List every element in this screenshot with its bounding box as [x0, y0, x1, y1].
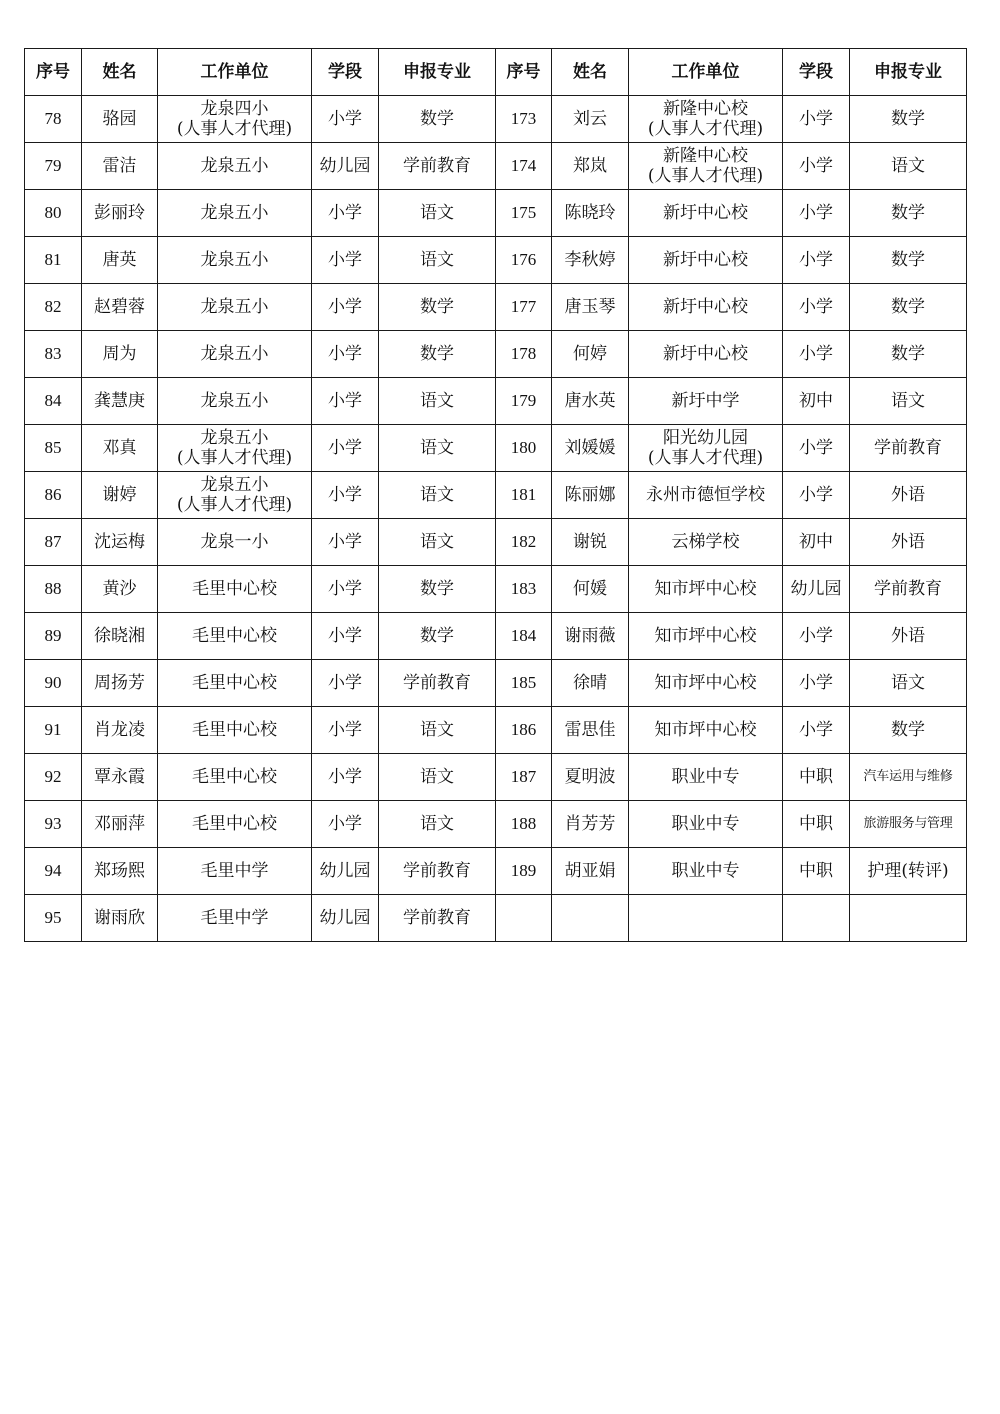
table-row [25, 848, 967, 895]
serial-cell: 91 [25, 707, 82, 754]
name-cell: 谢锐 [552, 519, 629, 566]
work-unit-cell [629, 754, 783, 801]
major-cell: 外语 [850, 519, 967, 566]
work-unit-line: 知市坪中心校 [654, 720, 757, 740]
table-row [25, 378, 967, 425]
header-major: 申报专业 [379, 49, 496, 96]
work-unit-line: 毛里中心校 [192, 814, 277, 834]
serial-cell: 180 [496, 425, 552, 472]
major-cell: 语文 [850, 378, 967, 425]
work-unit-line: (人事人才代理) [176, 495, 293, 515]
serial-cell: 81 [25, 237, 82, 284]
major-cell: 数学 [850, 284, 967, 331]
work-unit-line: 永州市德恒学校 [646, 485, 765, 505]
table-row [25, 613, 967, 660]
name-cell: 刘媛媛 [552, 425, 629, 472]
header-name: 姓名 [82, 49, 158, 96]
work-unit-line: (人事人才代理) [647, 448, 764, 468]
header-serial: 序号 [496, 49, 552, 96]
school-stage-cell: 小学 [783, 96, 850, 143]
work-unit-line: 毛里中心校 [192, 720, 277, 740]
major-cell: 语文 [379, 472, 496, 519]
name-cell: 唐玉琴 [552, 284, 629, 331]
work-unit-cell [629, 331, 783, 378]
serial-cell: 92 [25, 754, 82, 801]
major-cell: 数学 [379, 613, 496, 660]
work-unit-cell [158, 707, 312, 754]
serial-cell: 187 [496, 754, 552, 801]
major-cell: 语文 [379, 190, 496, 237]
header-school-stage: 学段 [312, 49, 379, 96]
work-unit-line: 龙泉五小 [200, 391, 269, 411]
name-cell: 骆园 [82, 96, 158, 143]
work-unit-line: 龙泉五小 [200, 297, 269, 317]
school-stage-cell: 小学 [312, 96, 379, 143]
work-unit-cell [158, 660, 312, 707]
name-cell: 赵碧蓉 [82, 284, 158, 331]
school-stage-cell: 小学 [783, 143, 850, 190]
work-unit-line: 龙泉五小 [200, 250, 269, 270]
school-stage-cell: 小学 [312, 237, 379, 284]
school-stage-cell: 小学 [312, 566, 379, 613]
name-cell: 邓丽萍 [82, 801, 158, 848]
work-unit-cell [629, 96, 783, 143]
name-cell: 刘云 [552, 96, 629, 143]
serial-cell: 177 [496, 284, 552, 331]
header-school-stage: 学段 [783, 49, 850, 96]
school-stage-cell: 中职 [783, 754, 850, 801]
major-cell: 旅游服务与管理 [850, 801, 967, 848]
work-unit-cell [158, 237, 312, 284]
work-unit-line: (人事人才代理) [176, 119, 293, 139]
school-stage-cell: 幼儿园 [312, 848, 379, 895]
serial-cell: 175 [496, 190, 552, 237]
name-cell: 陈丽娜 [552, 472, 629, 519]
table-row [25, 801, 967, 848]
name-cell: 肖芳芳 [552, 801, 629, 848]
work-unit-line: 龙泉五小 [200, 475, 269, 495]
school-stage-cell: 初中 [783, 378, 850, 425]
serial-cell: 87 [25, 519, 82, 566]
work-unit-cell [629, 895, 783, 942]
work-unit-line: 新圩中心校 [663, 297, 748, 317]
work-unit-cell [629, 190, 783, 237]
major-cell: 外语 [850, 613, 967, 660]
work-unit-line: 云梯学校 [671, 532, 740, 552]
school-stage-cell: 中职 [783, 848, 850, 895]
name-cell: 徐晴 [552, 660, 629, 707]
major-cell: 学前教育 [379, 895, 496, 942]
name-cell: 龚慧庚 [82, 378, 158, 425]
name-cell: 胡亚娟 [552, 848, 629, 895]
serial-cell: 182 [496, 519, 552, 566]
school-stage-cell: 小学 [312, 378, 379, 425]
name-cell: 李秋婷 [552, 237, 629, 284]
work-unit-cell [158, 425, 312, 472]
name-cell: 雷洁 [82, 143, 158, 190]
work-unit-line: 新圩中学 [671, 391, 740, 411]
school-stage-cell: 小学 [783, 707, 850, 754]
work-unit-line: 龙泉五小 [200, 428, 269, 448]
name-cell: 彭丽玲 [82, 190, 158, 237]
major-cell: 语文 [850, 660, 967, 707]
work-unit-cell [629, 848, 783, 895]
work-unit-cell [629, 566, 783, 613]
serial-cell: 88 [25, 566, 82, 613]
school-stage-cell: 小学 [312, 801, 379, 848]
major-cell: 数学 [379, 96, 496, 143]
work-unit-cell [629, 472, 783, 519]
work-unit-line: 毛里中学 [200, 908, 269, 928]
school-stage-cell: 小学 [312, 284, 379, 331]
work-unit-cell [158, 143, 312, 190]
serial-cell: 188 [496, 801, 552, 848]
major-cell: 汽车运用与维修 [850, 754, 967, 801]
work-unit-line: 毛里中心校 [192, 767, 277, 787]
work-unit-cell [629, 378, 783, 425]
work-unit-line: 毛里中心校 [192, 626, 277, 646]
school-stage-cell: 小学 [312, 519, 379, 566]
name-cell: 邓真 [82, 425, 158, 472]
serial-cell: 80 [25, 190, 82, 237]
work-unit-cell [158, 378, 312, 425]
major-cell: 数学 [850, 190, 967, 237]
name-cell: 郑岚 [552, 143, 629, 190]
table-row [25, 707, 967, 754]
work-unit-line: 龙泉五小 [200, 156, 269, 176]
major-cell: 外语 [850, 472, 967, 519]
work-unit-line: 新隆中心校 [663, 99, 748, 119]
school-stage-cell: 小学 [312, 613, 379, 660]
school-stage-cell: 小学 [783, 284, 850, 331]
work-unit-cell [158, 472, 312, 519]
work-unit-line: 知市坪中心校 [654, 626, 757, 646]
major-cell: 数学 [850, 237, 967, 284]
major-cell [850, 895, 967, 942]
table-row [25, 472, 967, 519]
header-major: 申报专业 [850, 49, 967, 96]
school-stage-cell: 小学 [312, 472, 379, 519]
name-cell: 雷思佳 [552, 707, 629, 754]
school-stage-cell: 小学 [783, 472, 850, 519]
name-cell: 何媛 [552, 566, 629, 613]
school-stage-cell: 初中 [783, 519, 850, 566]
header-serial: 序号 [25, 49, 82, 96]
work-unit-line: 龙泉一小 [200, 532, 269, 552]
work-unit-cell [158, 895, 312, 942]
major-cell: 语文 [379, 519, 496, 566]
work-unit-cell [158, 566, 312, 613]
school-stage-cell: 中职 [783, 801, 850, 848]
name-cell: 谢婷 [82, 472, 158, 519]
school-stage-cell: 小学 [312, 190, 379, 237]
serial-cell: 89 [25, 613, 82, 660]
table-row [25, 237, 967, 284]
serial-cell: 186 [496, 707, 552, 754]
work-unit-line: 新圩中心校 [663, 344, 748, 364]
serial-cell: 83 [25, 331, 82, 378]
roster-body [25, 96, 967, 942]
major-cell: 学前教育 [850, 566, 967, 613]
major-cell: 语文 [850, 143, 967, 190]
work-unit-line: 知市坪中心校 [654, 673, 757, 693]
table-row [25, 895, 967, 942]
work-unit-cell [629, 284, 783, 331]
name-cell: 郑玚熙 [82, 848, 158, 895]
name-cell: 肖龙凌 [82, 707, 158, 754]
name-cell: 陈晓玲 [552, 190, 629, 237]
school-stage-cell: 小学 [312, 754, 379, 801]
name-cell: 覃永霞 [82, 754, 158, 801]
serial-cell: 90 [25, 660, 82, 707]
work-unit-cell [629, 801, 783, 848]
school-stage-cell: 幼儿园 [312, 143, 379, 190]
work-unit-line: 新圩中心校 [663, 250, 748, 270]
work-unit-line: 毛里中心校 [192, 579, 277, 599]
name-cell: 周为 [82, 331, 158, 378]
work-unit-cell [158, 519, 312, 566]
name-cell: 谢雨薇 [552, 613, 629, 660]
serial-cell: 189 [496, 848, 552, 895]
name-cell: 徐晓湘 [82, 613, 158, 660]
table-row [25, 190, 967, 237]
serial-cell: 179 [496, 378, 552, 425]
serial-cell: 78 [25, 96, 82, 143]
school-stage-cell [783, 895, 850, 942]
table-row [25, 754, 967, 801]
serial-cell: 178 [496, 331, 552, 378]
school-stage-cell: 小学 [783, 190, 850, 237]
work-unit-cell [158, 754, 312, 801]
work-unit-cell [158, 331, 312, 378]
work-unit-line: (人事人才代理) [647, 166, 764, 186]
major-cell: 数学 [850, 96, 967, 143]
school-stage-cell: 幼儿园 [783, 566, 850, 613]
major-cell: 学前教育 [850, 425, 967, 472]
name-cell: 谢雨欣 [82, 895, 158, 942]
serial-cell: 181 [496, 472, 552, 519]
serial-cell: 183 [496, 566, 552, 613]
major-cell: 数学 [379, 284, 496, 331]
work-unit-line: 毛里中学 [200, 861, 269, 881]
serial-cell: 93 [25, 801, 82, 848]
name-cell: 夏明波 [552, 754, 629, 801]
name-cell [552, 895, 629, 942]
serial-cell: 94 [25, 848, 82, 895]
major-cell: 数学 [850, 331, 967, 378]
major-cell: 学前教育 [379, 143, 496, 190]
school-stage-cell: 小学 [312, 707, 379, 754]
work-unit-cell [629, 707, 783, 754]
work-unit-cell [629, 519, 783, 566]
work-unit-line: 知市坪中心校 [654, 579, 757, 599]
name-cell: 何婷 [552, 331, 629, 378]
school-stage-cell: 幼儿园 [312, 895, 379, 942]
school-stage-cell: 小学 [312, 660, 379, 707]
serial-cell: 79 [25, 143, 82, 190]
serial-cell [496, 895, 552, 942]
serial-cell: 85 [25, 425, 82, 472]
work-unit-line: 职业中专 [671, 767, 740, 787]
serial-cell: 173 [496, 96, 552, 143]
serial-cell: 95 [25, 895, 82, 942]
serial-cell: 184 [496, 613, 552, 660]
work-unit-line: 新圩中心校 [663, 203, 748, 223]
table-row [25, 331, 967, 378]
major-cell: 语文 [379, 754, 496, 801]
work-unit-cell [158, 613, 312, 660]
name-cell: 黄沙 [82, 566, 158, 613]
header-row [25, 49, 967, 96]
work-unit-line: 龙泉五小 [200, 203, 269, 223]
work-unit-cell [629, 143, 783, 190]
table-row [25, 566, 967, 613]
name-cell: 唐水英 [552, 378, 629, 425]
table-row [25, 96, 967, 143]
major-cell: 语文 [379, 425, 496, 472]
work-unit-cell [158, 801, 312, 848]
serial-cell: 185 [496, 660, 552, 707]
work-unit-line: 职业中专 [671, 861, 740, 881]
table-row [25, 284, 967, 331]
work-unit-line: 阳光幼儿园 [663, 428, 748, 448]
school-stage-cell: 小学 [783, 237, 850, 284]
major-cell: 语文 [379, 801, 496, 848]
work-unit-cell [629, 425, 783, 472]
header-work-unit: 工作单位 [158, 49, 312, 96]
header-work-unit: 工作单位 [629, 49, 783, 96]
name-cell: 周扬芳 [82, 660, 158, 707]
major-cell: 语文 [379, 378, 496, 425]
major-cell: 语文 [379, 707, 496, 754]
table-row [25, 143, 967, 190]
work-unit-cell [158, 190, 312, 237]
school-stage-cell: 小学 [783, 425, 850, 472]
work-unit-cell [158, 284, 312, 331]
major-cell: 学前教育 [379, 848, 496, 895]
serial-cell: 176 [496, 237, 552, 284]
table-row [25, 425, 967, 472]
school-stage-cell: 小学 [783, 331, 850, 378]
serial-cell: 84 [25, 378, 82, 425]
school-stage-cell: 小学 [312, 331, 379, 378]
work-unit-cell [629, 660, 783, 707]
header-name: 姓名 [552, 49, 629, 96]
serial-cell: 82 [25, 284, 82, 331]
school-stage-cell: 小学 [783, 613, 850, 660]
major-cell: 学前教育 [379, 660, 496, 707]
name-cell: 唐英 [82, 237, 158, 284]
work-unit-line: (人事人才代理) [647, 119, 764, 139]
work-unit-line: 新隆中心校 [663, 146, 748, 166]
serial-cell: 86 [25, 472, 82, 519]
major-cell: 数学 [379, 331, 496, 378]
work-unit-line: 龙泉五小 [200, 344, 269, 364]
name-cell: 沈运梅 [82, 519, 158, 566]
work-unit-line: 龙泉四小 [200, 99, 269, 119]
work-unit-cell [629, 613, 783, 660]
work-unit-cell [629, 237, 783, 284]
work-unit-line: 职业中专 [671, 814, 740, 834]
major-cell: 数学 [850, 707, 967, 754]
school-stage-cell: 小学 [783, 660, 850, 707]
serial-cell: 174 [496, 143, 552, 190]
work-unit-line: 毛里中心校 [192, 673, 277, 693]
table-row [25, 519, 967, 566]
school-stage-cell: 小学 [312, 425, 379, 472]
table-row [25, 660, 967, 707]
major-cell: 语文 [379, 237, 496, 284]
major-cell: 数学 [379, 566, 496, 613]
work-unit-cell [158, 96, 312, 143]
major-cell: 护理(转评) [850, 848, 967, 895]
roster-table [24, 48, 967, 942]
work-unit-line: (人事人才代理) [176, 448, 293, 468]
work-unit-cell [158, 848, 312, 895]
